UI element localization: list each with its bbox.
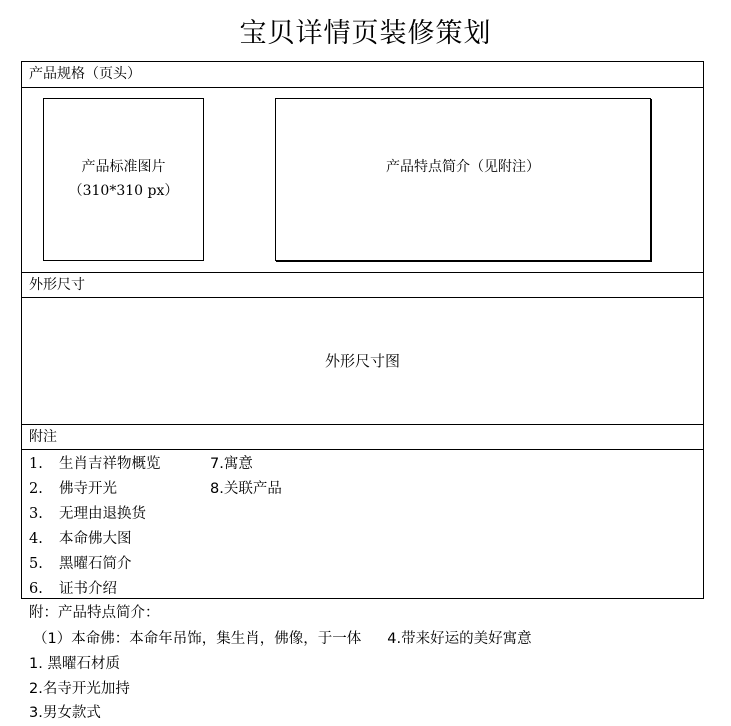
list-item: 4. 本命佛大图 [29,531,132,547]
product-image-label: 产品标准图片 [81,159,166,175]
product-image-placeholder [43,98,204,261]
plan-table [21,61,704,599]
page-title: 宝贝详情页装修策划 [239,18,492,49]
appendix-line: 1. 黑曜石材质 [29,656,120,672]
product-feature-label: 产品特点简介（见附注） [386,159,540,175]
divider [22,272,703,273]
divider [22,449,703,450]
section-label-header: 产品规格（页头） [29,66,141,82]
list-item: 6. 证书介绍 [29,581,117,597]
product-feature-placeholder [275,98,651,261]
size-diagram-label: 外形尺寸图 [324,352,400,370]
appendix-line: （1）本命佛：本命年吊饰，集生肖，佛像，于一体 4.带来好运的美好寓意 [33,631,532,647]
appendix-heading: 附：产品特点简介： [29,605,160,621]
product-image-size: （310*310 px） [68,183,179,199]
list-item: 1. 生肖吉祥物概览 [29,456,161,472]
divider [22,87,703,88]
list-item: 5. 黑曜石简介 [29,556,132,572]
list-item: 2. 佛寺开光 [29,481,117,497]
section-label-size: 外形尺寸 [29,277,85,293]
appendix-line: 2.名寺开光加持 [29,681,130,697]
appendix-line: 3.男女款式 [29,705,101,721]
section-label-notes: 附注 [29,429,57,445]
divider [22,297,703,298]
list-item: 8.关联产品 [210,481,282,497]
list-item: 7.寓意 [210,456,253,472]
divider [22,424,703,425]
list-item: 3. 无理由退换货 [29,506,146,522]
